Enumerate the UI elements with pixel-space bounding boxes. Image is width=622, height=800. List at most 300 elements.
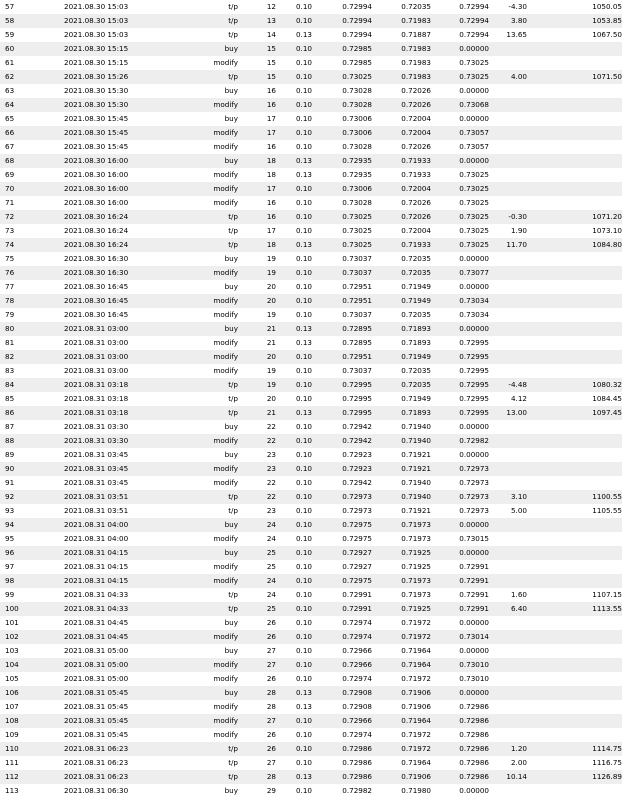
type-cell: modify <box>213 352 238 361</box>
table-row[interactable] <box>0 742 622 756</box>
time-cell: 2021.08.30 15:03 <box>64 30 129 39</box>
profit-cell <box>489 434 527 448</box>
table-row[interactable] <box>0 784 622 798</box>
order-cell: 29 <box>266 786 276 795</box>
order-cell: 17 <box>266 226 276 235</box>
balance-cell <box>527 686 622 700</box>
table-row[interactable] <box>0 56 622 70</box>
row-number: 101 <box>5 618 19 627</box>
price-cell: 0.72966 <box>342 646 372 655</box>
balance-cell: 1113.55 <box>592 604 622 613</box>
row-number: 95 <box>5 534 15 543</box>
profit-cell <box>489 294 527 308</box>
price-cell: 0.73037 <box>342 254 372 263</box>
time-cell: 2021.08.30 16:30 <box>64 254 129 263</box>
table-row[interactable] <box>0 252 622 266</box>
table-row[interactable] <box>0 126 622 140</box>
profit-cell: 4.00 <box>510 72 527 81</box>
size-cell: 0.13 <box>295 338 312 347</box>
size-cell: 0.10 <box>295 184 312 193</box>
time-cell: 2021.08.30 15:03 <box>64 2 129 11</box>
table-row[interactable] <box>0 686 622 700</box>
size-cell: 0.10 <box>295 534 312 543</box>
table-row[interactable] <box>0 700 622 714</box>
size-cell: 0.10 <box>295 562 312 571</box>
table-row[interactable] <box>0 168 622 182</box>
size-cell: 0.10 <box>295 2 312 11</box>
sl-cell: 0.71921 <box>401 506 431 515</box>
row-number: 60 <box>5 44 15 53</box>
order-cell: 27 <box>266 716 276 725</box>
row-number: 67 <box>5 142 15 151</box>
sl-cell: 0.71964 <box>401 758 431 767</box>
table-row[interactable] <box>0 266 622 280</box>
order-cell: 16 <box>266 198 276 207</box>
time-cell: 2021.08.31 03:18 <box>64 380 129 389</box>
table-row[interactable] <box>0 98 622 112</box>
time-cell: 2021.08.30 16:30 <box>64 268 129 277</box>
table-row[interactable] <box>0 308 622 322</box>
sl-cell: 0.71949 <box>401 394 431 403</box>
table-row[interactable] <box>0 28 622 42</box>
table-row[interactable] <box>0 322 622 336</box>
row-number: 106 <box>5 688 19 697</box>
order-cell: 25 <box>266 548 276 557</box>
tp-cell: 0.00000 <box>459 520 489 529</box>
price-cell: 0.72974 <box>342 632 372 641</box>
size-cell: 0.10 <box>295 618 312 627</box>
profit-cell <box>489 532 527 546</box>
row-number: 63 <box>5 86 15 95</box>
table-row[interactable] <box>0 350 622 364</box>
sl-cell: 0.71964 <box>401 660 431 669</box>
sl-cell: 0.71940 <box>401 422 431 431</box>
order-cell: 27 <box>266 660 276 669</box>
table-row[interactable] <box>0 658 622 672</box>
order-cell: 19 <box>266 366 276 375</box>
table-row[interactable] <box>0 644 622 658</box>
sl-cell: 0.71906 <box>401 772 431 781</box>
time-cell: 2021.08.31 03:18 <box>64 394 129 403</box>
size-cell: 0.10 <box>295 436 312 445</box>
table-row[interactable] <box>0 392 622 406</box>
table-row[interactable] <box>0 336 622 350</box>
size-cell: 0.13 <box>295 408 312 417</box>
size-cell: 0.10 <box>295 758 312 767</box>
table-row[interactable] <box>0 504 622 518</box>
size-cell: 0.10 <box>295 254 312 263</box>
profit-cell <box>489 42 527 56</box>
table-row[interactable] <box>0 364 622 378</box>
order-cell: 23 <box>266 450 276 459</box>
order-cell: 28 <box>266 702 276 711</box>
price-cell: 0.72927 <box>342 562 372 571</box>
type-cell: modify <box>213 366 238 375</box>
size-cell: 0.10 <box>295 478 312 487</box>
profit-cell: 4.12 <box>510 394 527 403</box>
price-cell: 0.72974 <box>342 730 372 739</box>
price-cell: 0.72994 <box>342 30 372 39</box>
row-number: 62 <box>5 72 15 81</box>
tp-cell: 0.72995 <box>459 408 489 417</box>
profit-cell: 3.80 <box>510 16 527 25</box>
order-cell: 27 <box>266 646 276 655</box>
balance-cell: 1050.05 <box>592 2 622 11</box>
order-cell: 15 <box>266 44 276 53</box>
size-cell: 0.10 <box>295 142 312 151</box>
order-cell: 17 <box>266 184 276 193</box>
tp-cell: 0.72995 <box>459 380 489 389</box>
profit-cell <box>489 84 527 98</box>
table-row[interactable] <box>0 406 622 420</box>
balance-cell <box>527 434 622 448</box>
table-row[interactable] <box>0 420 622 434</box>
size-cell: 0.10 <box>295 730 312 739</box>
type-cell: modify <box>213 716 238 725</box>
balance-cell <box>527 448 622 462</box>
table-row[interactable] <box>0 84 622 98</box>
time-cell: 2021.08.31 03:51 <box>64 506 129 515</box>
row-number: 88 <box>5 436 15 445</box>
price-cell: 0.72935 <box>342 170 372 179</box>
price-cell: 0.73037 <box>342 268 372 277</box>
profit-cell <box>489 476 527 490</box>
table-row[interactable] <box>0 42 622 56</box>
time-cell: 2021.08.31 03:18 <box>64 408 129 417</box>
table-row[interactable] <box>0 532 622 546</box>
row-number: 58 <box>5 16 15 25</box>
time-cell: 2021.08.31 05:45 <box>64 716 129 725</box>
tp-cell: 0.72995 <box>459 338 489 347</box>
type-cell: t/p <box>228 212 238 221</box>
price-cell: 0.72994 <box>342 16 372 25</box>
sl-cell: 0.71925 <box>401 548 431 557</box>
row-number: 112 <box>5 772 19 781</box>
sl-cell: 0.71893 <box>401 408 431 417</box>
type-cell: t/p <box>228 394 238 403</box>
table-row[interactable] <box>0 238 622 252</box>
order-cell: 18 <box>266 170 276 179</box>
sl-cell: 0.71949 <box>401 352 431 361</box>
sl-cell: 0.71973 <box>401 590 431 599</box>
profit-cell: 6.40 <box>510 604 527 613</box>
type-cell: modify <box>213 730 238 739</box>
sl-cell: 0.71972 <box>401 744 431 753</box>
table-row[interactable] <box>0 154 622 168</box>
price-cell: 0.72986 <box>342 758 372 767</box>
row-number: 87 <box>5 422 15 431</box>
price-cell: 0.73025 <box>342 240 372 249</box>
row-number: 99 <box>5 590 15 599</box>
order-cell: 19 <box>266 254 276 263</box>
table-row[interactable] <box>0 560 622 574</box>
sl-cell: 0.71973 <box>401 576 431 585</box>
type-cell: modify <box>213 478 238 487</box>
type-cell: buy <box>224 422 238 431</box>
price-cell: 0.73025 <box>342 72 372 81</box>
sl-cell: 0.71893 <box>401 338 431 347</box>
table-row[interactable] <box>0 616 622 630</box>
price-cell: 0.72923 <box>342 450 372 459</box>
table-row[interactable] <box>0 756 622 770</box>
time-cell: 2021.08.31 04:15 <box>64 562 129 571</box>
table-row[interactable] <box>0 0 622 14</box>
size-cell: 0.10 <box>295 660 312 669</box>
price-cell: 0.72985 <box>342 44 372 53</box>
type-cell: modify <box>213 128 238 137</box>
type-cell: modify <box>213 142 238 151</box>
order-cell: 25 <box>266 604 276 613</box>
table-row[interactable] <box>0 224 622 238</box>
table-row[interactable] <box>0 434 622 448</box>
balance-cell <box>527 560 622 574</box>
table-row[interactable] <box>0 714 622 728</box>
tp-cell: 0.73025 <box>459 72 489 81</box>
balance-cell <box>527 672 622 686</box>
balance-cell <box>527 154 622 168</box>
type-cell: modify <box>213 436 238 445</box>
time-cell: 2021.08.31 04:15 <box>64 548 129 557</box>
time-cell: 2021.08.30 15:45 <box>64 142 129 151</box>
tp-cell: 0.73057 <box>459 128 489 137</box>
price-cell: 0.73006 <box>342 184 372 193</box>
tp-cell: 0.00000 <box>459 450 489 459</box>
order-cell: 26 <box>266 618 276 627</box>
tp-cell: 0.73025 <box>459 212 489 221</box>
tp-cell: 0.73077 <box>459 268 489 277</box>
tp-cell: 0.72991 <box>459 590 489 599</box>
type-cell: buy <box>224 114 238 123</box>
table-row[interactable] <box>0 378 622 392</box>
order-cell: 27 <box>266 758 276 767</box>
order-cell: 23 <box>266 506 276 515</box>
time-cell: 2021.08.31 06:23 <box>64 744 129 753</box>
table-row[interactable] <box>0 518 622 532</box>
row-number: 108 <box>5 716 19 725</box>
table-row[interactable] <box>0 476 622 490</box>
balance-cell: 1071.20 <box>592 212 622 221</box>
size-cell: 0.10 <box>295 464 312 473</box>
tp-cell: 0.73010 <box>459 660 489 669</box>
time-cell: 2021.08.31 03:45 <box>64 464 129 473</box>
profit-cell <box>489 686 527 700</box>
type-cell: buy <box>224 520 238 529</box>
type-cell: t/p <box>228 226 238 235</box>
size-cell: 0.10 <box>295 604 312 613</box>
table-row[interactable] <box>0 14 622 28</box>
price-cell: 0.72991 <box>342 604 372 613</box>
row-number: 79 <box>5 310 15 319</box>
time-cell: 2021.08.30 16:24 <box>64 212 129 221</box>
row-number: 66 <box>5 128 15 137</box>
sl-cell: 0.72035 <box>401 254 431 263</box>
size-cell: 0.10 <box>295 422 312 431</box>
size-cell: 0.10 <box>295 548 312 557</box>
type-cell: t/p <box>228 240 238 249</box>
sl-cell: 0.72035 <box>401 310 431 319</box>
size-cell: 0.10 <box>295 394 312 403</box>
sl-cell: 0.72004 <box>401 128 431 137</box>
row-number: 90 <box>5 464 15 473</box>
order-cell: 22 <box>266 492 276 501</box>
tp-cell: 0.72991 <box>459 562 489 571</box>
balance-cell <box>527 364 622 378</box>
table-row[interactable] <box>0 140 622 154</box>
table-row[interactable] <box>0 770 622 784</box>
table-row[interactable] <box>0 112 622 126</box>
balance-cell <box>527 196 622 210</box>
price-cell: 0.73025 <box>342 226 372 235</box>
balance-cell: 1053.85 <box>592 16 622 25</box>
balance-cell: 1073.10 <box>592 226 622 235</box>
profit-cell <box>489 322 527 336</box>
type-cell: modify <box>213 576 238 585</box>
size-cell: 0.10 <box>295 282 312 291</box>
row-number: 92 <box>5 492 15 501</box>
tp-cell: 0.72986 <box>459 702 489 711</box>
order-cell: 28 <box>266 688 276 697</box>
table-row[interactable] <box>0 588 622 602</box>
sl-cell: 0.72035 <box>401 2 431 11</box>
balance-cell <box>527 644 622 658</box>
type-cell: modify <box>213 296 238 305</box>
profit-cell <box>489 714 527 728</box>
table-row[interactable] <box>0 672 622 686</box>
row-number: 76 <box>5 268 15 277</box>
row-number: 96 <box>5 548 15 557</box>
table-row[interactable] <box>0 294 622 308</box>
profit-cell <box>489 266 527 280</box>
table-row[interactable] <box>0 602 622 616</box>
row-number: 111 <box>5 758 19 767</box>
type-cell: modify <box>213 674 238 683</box>
balance-cell: 1126.89 <box>592 772 622 781</box>
sl-cell: 0.71893 <box>401 324 431 333</box>
price-cell: 0.72982 <box>342 786 372 795</box>
tp-cell: 0.00000 <box>459 548 489 557</box>
profit-cell: 1.90 <box>510 226 527 235</box>
sl-cell: 0.71921 <box>401 464 431 473</box>
row-number: 70 <box>5 184 15 193</box>
balance-cell <box>527 630 622 644</box>
size-cell: 0.10 <box>295 86 312 95</box>
profit-cell <box>489 154 527 168</box>
row-number: 78 <box>5 296 15 305</box>
table-row[interactable] <box>0 630 622 644</box>
balance-cell <box>527 518 622 532</box>
order-cell: 19 <box>266 380 276 389</box>
type-cell: buy <box>224 786 238 795</box>
table-row[interactable] <box>0 280 622 294</box>
profit-cell <box>489 518 527 532</box>
row-number: 98 <box>5 576 15 585</box>
order-cell: 24 <box>266 520 276 529</box>
price-cell: 0.72995 <box>342 394 372 403</box>
type-cell: buy <box>224 282 238 291</box>
tp-cell: 0.73057 <box>459 142 489 151</box>
price-cell: 0.72986 <box>342 772 372 781</box>
size-cell: 0.10 <box>295 16 312 25</box>
order-cell: 15 <box>266 72 276 81</box>
table-row[interactable] <box>0 546 622 560</box>
order-cell: 25 <box>266 562 276 571</box>
type-cell: modify <box>213 702 238 711</box>
balance-cell <box>527 728 622 742</box>
table-row[interactable] <box>0 196 622 210</box>
price-cell: 0.73037 <box>342 366 372 375</box>
tp-cell: 0.72973 <box>459 506 489 515</box>
row-number: 77 <box>5 282 15 291</box>
type-cell: modify <box>213 464 238 473</box>
table-row[interactable] <box>0 462 622 476</box>
balance-cell: 1097.45 <box>592 408 622 417</box>
tp-cell: 0.72986 <box>459 716 489 725</box>
order-cell: 21 <box>266 408 276 417</box>
tp-cell: 0.73034 <box>459 296 489 305</box>
balance-cell: 1084.45 <box>592 394 622 403</box>
table-row[interactable] <box>0 448 622 462</box>
row-number: 113 <box>5 786 19 795</box>
type-cell: modify <box>213 198 238 207</box>
table-row[interactable] <box>0 728 622 742</box>
tp-cell: 0.00000 <box>459 156 489 165</box>
time-cell: 2021.08.30 15:45 <box>64 128 129 137</box>
row-number: 80 <box>5 324 15 333</box>
balance-cell <box>527 98 622 112</box>
balance-cell <box>527 336 622 350</box>
profit-cell <box>489 364 527 378</box>
time-cell: 2021.08.31 05:45 <box>64 702 129 711</box>
time-cell: 2021.08.30 15:30 <box>64 100 129 109</box>
price-cell: 0.73006 <box>342 114 372 123</box>
sl-cell: 0.72026 <box>401 198 431 207</box>
order-cell: 22 <box>266 478 276 487</box>
time-cell: 2021.08.30 16:00 <box>64 198 129 207</box>
table-row[interactable] <box>0 574 622 588</box>
tp-cell: 0.00000 <box>459 688 489 697</box>
sl-cell: 0.71973 <box>401 520 431 529</box>
tp-cell: 0.72991 <box>459 604 489 613</box>
profit-cell <box>489 308 527 322</box>
balance-cell <box>527 784 622 798</box>
table-row[interactable] <box>0 210 622 224</box>
sl-cell: 0.72026 <box>401 86 431 95</box>
sl-cell: 0.71933 <box>401 170 431 179</box>
time-cell: 2021.08.31 05:45 <box>64 730 129 739</box>
size-cell: 0.13 <box>295 240 312 249</box>
sl-cell: 0.71972 <box>401 730 431 739</box>
balance-cell <box>527 56 622 70</box>
sl-cell: 0.71921 <box>401 450 431 459</box>
row-number: 91 <box>5 478 15 487</box>
table-row[interactable] <box>0 182 622 196</box>
row-number: 85 <box>5 394 15 403</box>
profit-cell: -0.30 <box>508 212 527 221</box>
price-cell: 0.72927 <box>342 548 372 557</box>
tp-cell: 0.73025 <box>459 170 489 179</box>
row-number: 82 <box>5 352 15 361</box>
table-row[interactable] <box>0 70 622 84</box>
time-cell: 2021.08.31 03:30 <box>64 436 129 445</box>
type-cell: modify <box>213 170 238 179</box>
time-cell: 2021.08.30 16:45 <box>64 282 129 291</box>
tp-cell: 0.73014 <box>459 632 489 641</box>
row-number: 75 <box>5 254 15 263</box>
row-number: 74 <box>5 240 15 249</box>
size-cell: 0.10 <box>295 744 312 753</box>
table-row[interactable] <box>0 490 622 504</box>
time-cell: 2021.08.30 15:26 <box>64 72 129 81</box>
